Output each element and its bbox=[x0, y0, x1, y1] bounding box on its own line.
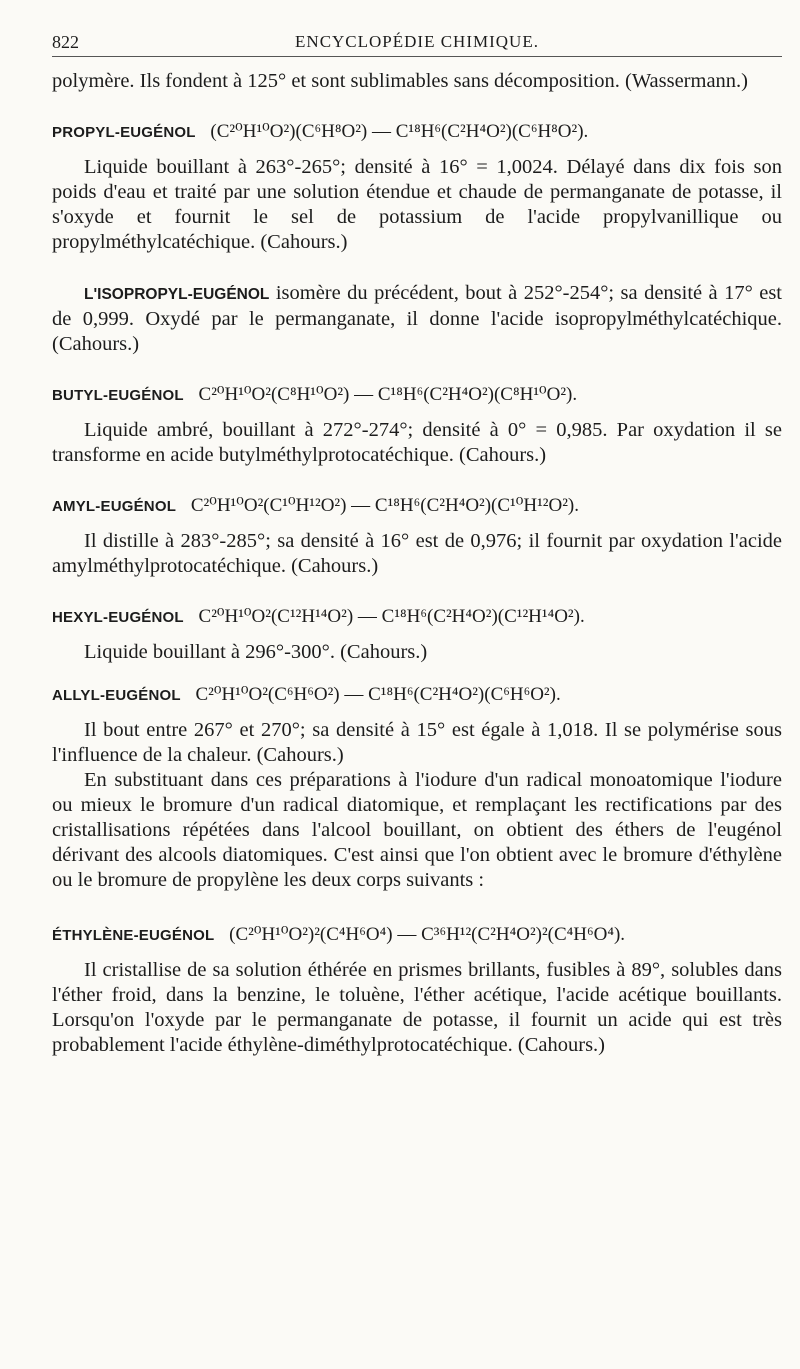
entry-hexyl-eugenol bbox=[52, 605, 782, 665]
description-paragraph: Il distille à 283°-285°; sa densité à 16° est de 0,976; il fournit par oxydation l'acide amylméthylprotocatéchique. (Cahours.) bbox=[52, 530, 782, 577]
entry-butyl-eugenol bbox=[52, 383, 782, 468]
formula-line bbox=[52, 494, 782, 519]
formula-line bbox=[52, 120, 782, 145]
compound-formula: (C²⁰H¹⁰O²)(C⁶H⁸O²) — C¹⁸H⁶(C²H⁴O²)(C⁶H⁸O²). bbox=[210, 121, 589, 142]
entry-allyl-eugenol bbox=[52, 683, 782, 893]
compound-formula: C²⁰H¹⁰O²(C⁸H¹⁰O²) — C¹⁸H⁶(C²H⁴O²)(C⁸H¹⁰O²). bbox=[198, 384, 578, 405]
compound-formula: C²⁰H¹⁰O²(C⁶H⁶O²) — C¹⁸H⁶(C²H⁴O²)(C⁶H⁶O²). bbox=[195, 684, 561, 705]
running-title: ENCYCLOPÉDIE CHIMIQUE. bbox=[295, 32, 539, 51]
description-text: isomère du précédent, bout à 252°-254°; sa densité à 17° est de 0,999. Oxydé par le permanganate, il donne l'acide isopropylméthylcatéchique. (Cahours.) bbox=[52, 282, 782, 355]
formula-line bbox=[52, 683, 782, 708]
page-number: 822 bbox=[52, 32, 79, 52]
compound-name: ALLYL-EUGÉNOL bbox=[52, 687, 181, 704]
description-paragraph: Il bout entre 267° et 270°; sa densité à 15° est égale à 1,018. Il se polymérise sous l'influence de la chaleur. (Cahours.) bbox=[52, 719, 782, 766]
compound-formula: (C²⁰H¹⁰O²)²(C⁴H⁶O⁴) — C³⁶H¹²(C²H⁴O²)²(C⁴H⁶O⁴). bbox=[229, 924, 626, 945]
compound-name: HEXYL-EUGÉNOL bbox=[52, 609, 184, 626]
compound-name: BUTYL-EUGÉNOL bbox=[52, 387, 184, 404]
document-page bbox=[52, 30, 782, 1058]
formula-line bbox=[52, 383, 782, 408]
general-paragraph: En substituant dans ces préparations à l'iodure d'un radical monoatomique l'iodure ou mieux le bromure d'un radical diatomique, et remplaçant les rectifications par des cristallisations répétées dans l'alcool bouillant, on obtient des éthers de l'eugénol dérivant des alcools diatomiques. C'est ainsi que l'on obtient avec le bromure d'éthylène ou le bromure de propylène les deux corps suivants : bbox=[52, 769, 782, 891]
description-paragraph: Liquide bouillant à 296°-300°. (Cahours.) bbox=[84, 641, 428, 663]
compound-formula: C²⁰H¹⁰O²(C¹⁰H¹²O²) — C¹⁸H⁶(C²H⁴O²)(C¹⁰H¹²O²). bbox=[190, 495, 579, 516]
compound-name: L'ISOPROPYL-EUGÉNOL bbox=[84, 286, 270, 303]
page-header bbox=[52, 30, 782, 57]
formula-line bbox=[52, 605, 782, 630]
description-paragraph: Il cristallise de sa solution éthérée en prismes brillants, fusibles à 89°, solubles dans l'éther froid, dans la benzine, le toluène, l'éther acétique, l'acide acétique bouillants. Lorsqu'on l'oxyde par le permanganate de potasse, il fournit un acide qui est très probablement l'acide éthylène-diméthylprotocatéchique. (Cahours.) bbox=[52, 959, 782, 1056]
compound-name: AMYL-EUGÉNOL bbox=[52, 498, 177, 515]
intro-paragraph: polymère. Ils fondent à 125° et sont sublimables sans décomposition. (Wassermann.) bbox=[52, 70, 749, 92]
entry-isopropyl-eugenol bbox=[52, 281, 782, 357]
entry-propyl-eugenol bbox=[52, 120, 782, 255]
description-paragraph: Liquide bouillant à 263°-265°; densité à 16° = 1,0024. Délayé dans dix fois son poids d'eau et traité par une solution étendue et chaude de permanganate de potasse, il s'oxyde et fournit le sel de potassium de l'acide propylvanillique ou propylméthylcatéchique. (Cahours.) bbox=[52, 156, 782, 253]
description-paragraph: Liquide ambré, bouillant à 272°-274°; densité à 0° = 0,985. Par oxydation il se transforme en acide butylméthylprotocatéchique. (Cahours.) bbox=[52, 419, 782, 466]
formula-line bbox=[52, 923, 782, 948]
entry-amyl-eugenol bbox=[52, 494, 782, 579]
description-paragraph bbox=[52, 281, 782, 357]
entry-ethylene-eugenol bbox=[52, 923, 782, 1058]
compound-name: PROPYL-EUGÉNOL bbox=[52, 124, 196, 141]
compound-name: ÉTHYLÈNE-EUGÉNOL bbox=[52, 927, 215, 944]
compound-formula: C²⁰H¹⁰O²(C¹²H¹⁴O²) — C¹⁸H⁶(C²H⁴O²)(C¹²H¹⁴O²). bbox=[198, 606, 585, 627]
